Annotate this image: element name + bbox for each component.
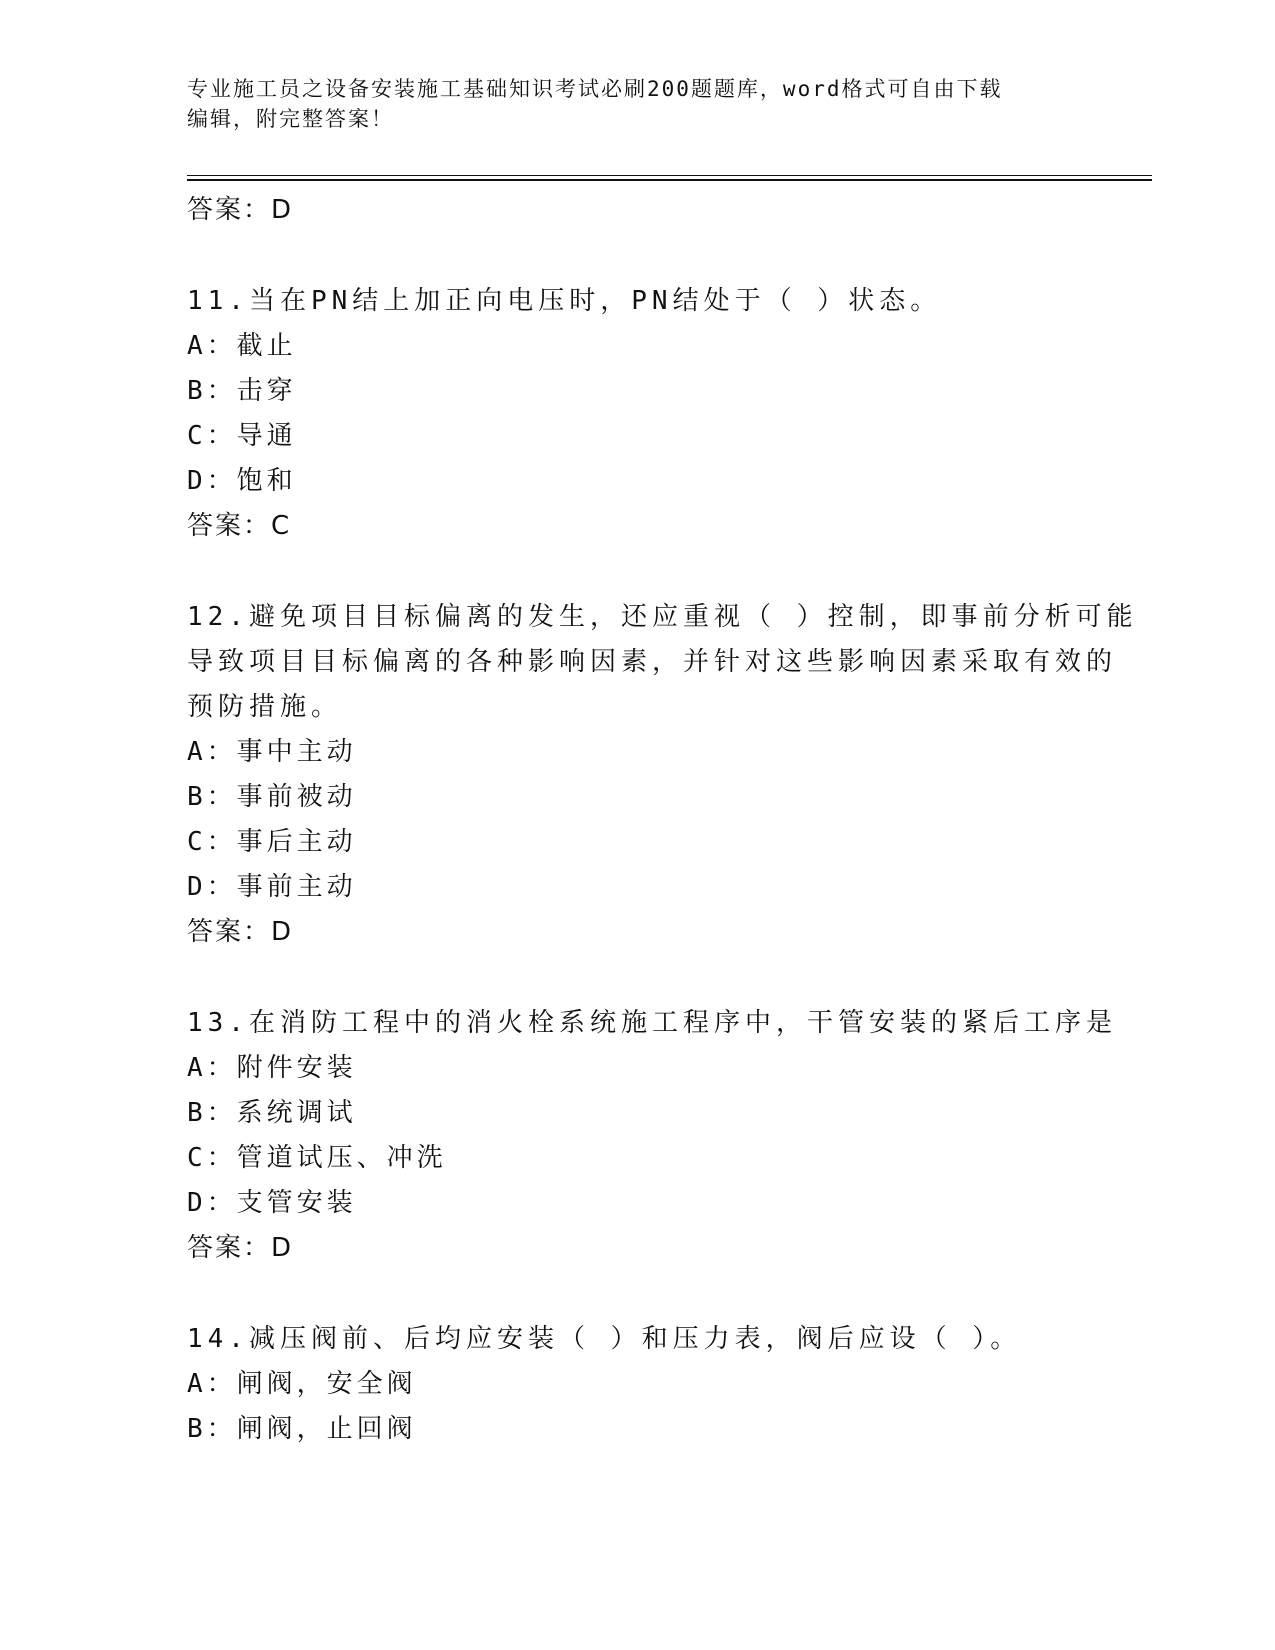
option-b: B：击穿: [187, 376, 297, 406]
option-b: B：闸阀，止回阀: [187, 1414, 417, 1444]
option-b: B：系统调试: [187, 1098, 357, 1128]
option-a: A：事中主动: [187, 737, 357, 767]
question-stem: [187, 595, 1138, 730]
option-c: C：导通: [187, 421, 297, 451]
answer-line: 答案：D: [187, 1233, 294, 1263]
question-11: [187, 279, 1087, 549]
header-line-1: 专业施工员之设备安装施工基础知识考试必刷200题题库，word格式可自由下载: [187, 77, 1003, 101]
spacer: [187, 233, 1087, 279]
option-d: D：支管安装: [187, 1188, 357, 1218]
stem-line: 12.避免项目目标偏离的发生，还应重视（ ）控制，即事前分析可能: [187, 602, 1138, 632]
spacer: [187, 1271, 1087, 1317]
spacer: [187, 955, 1087, 1001]
stem-line: 预防措施。: [187, 692, 343, 722]
question-12: [187, 595, 1138, 955]
answer-line: 答案：D: [187, 195, 294, 225]
question-stem: [187, 279, 1087, 324]
stem-line: 13.在消防工程中的消火栓系统施工程序中，干管安装的紧后工序是: [187, 1008, 1117, 1038]
option-b: B：事前被动: [187, 782, 357, 812]
document-body: [187, 188, 1138, 1452]
stem-line: 导致项目目标偏离的各种影响因素，并针对这些影响因素采取有效的: [187, 647, 1118, 677]
option-c: C：管道试压、冲洗: [187, 1143, 447, 1173]
option-d: D：事前主动: [187, 872, 357, 902]
stem-line: 11.当在PN结上加正向电压时，PN结处于（ ）状态。: [187, 286, 942, 316]
option-a: A：附件安装: [187, 1053, 357, 1083]
question-14: [187, 1317, 1087, 1452]
header-rule-thin: [187, 175, 1152, 176]
answer-line: 答案：C: [187, 511, 292, 541]
option-a: A：闸阀，安全阀: [187, 1369, 417, 1399]
document-header: [187, 74, 1087, 134]
spacer: [187, 549, 1087, 595]
option-c: C：事后主动: [187, 827, 357, 857]
question-stem: [187, 1001, 1117, 1046]
answer-line: 答案：D: [187, 917, 294, 947]
header-rule-thick: [187, 179, 1152, 181]
question-13: [187, 1001, 1117, 1271]
option-a: A：截止: [187, 331, 297, 361]
question-stem: [187, 1317, 1087, 1362]
option-d: D：饱和: [187, 466, 297, 496]
header-line-2: 编辑，附完整答案！: [187, 107, 394, 131]
stem-line: 14.减压阀前、后均应安装（ ）和压力表，阀后应设（ ）。: [187, 1324, 1022, 1354]
